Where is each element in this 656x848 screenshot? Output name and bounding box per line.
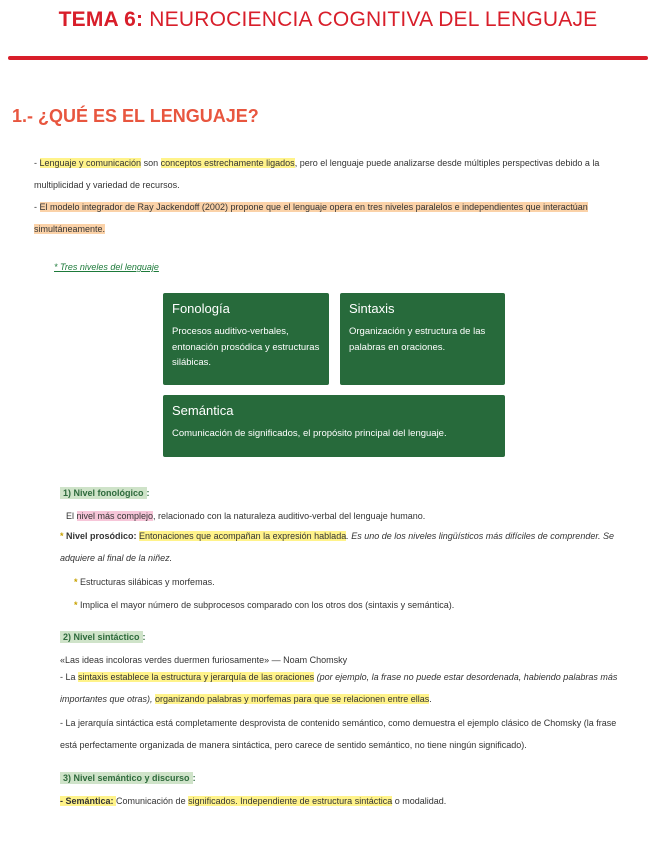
highlight: propone que el lenguaje opera en tres niveles paralelos e independientes que interactúan simultáneamente. <box>34 202 588 234</box>
box-phonology <box>163 293 329 385</box>
levels-link[interactable]: * Tres niveles del lenguaje <box>54 262 159 272</box>
section-heading: 1.- ¿QUÉ ES EL LENGUAJE? <box>12 106 259 126</box>
box-semantics <box>163 395 505 457</box>
box-description: Comunicación de significados, el propósito principal del lenguaje. <box>172 428 447 439</box>
heading-tag: 1) Nivel fonológico <box>60 487 147 499</box>
text: . <box>429 694 432 704</box>
text: son <box>141 158 161 168</box>
highlight: conceptos estrechamente ligados <box>160 158 295 168</box>
text: - La <box>60 672 79 682</box>
highlight: nivel más complejo <box>76 511 154 521</box>
text: Implica el mayor número de subprocesos comparado con los otros dos (sintaxis y semántica). <box>80 600 455 610</box>
text: «Las ideas incoloras verdes duermen furiosamente» — Noam Chomsky <box>60 655 348 665</box>
highlight: sintaxis establece la estructura y jerarquía de las oraciones <box>78 672 315 682</box>
bold-label: - Semántica: <box>60 796 117 806</box>
star-icon: * <box>74 577 78 587</box>
text: - <box>34 158 40 168</box>
box-description: Procesos auditivo-verbales, entonación prosódica y estructuras silábicas. <box>172 326 320 368</box>
highlight: Lenguaje y comunicación <box>39 158 142 168</box>
suffix: : <box>146 488 150 498</box>
level2-quote <box>60 653 347 667</box>
text: , relacionado con la naturaleza auditivo-verbal del lenguaje humano. <box>153 511 426 521</box>
suffix: : <box>192 773 196 783</box>
box-title: Sintaxis <box>349 301 395 316</box>
highlight: significados. Independiente de estructura sintáctica <box>188 796 393 806</box>
box-description: Organización y estructura de las palabras en oraciones. <box>349 326 486 353</box>
intro-paragraph-1 <box>34 152 634 196</box>
text: El <box>66 511 77 521</box>
level1-bullet3 <box>74 598 454 612</box>
box-title: Fonología <box>172 301 230 316</box>
intro-paragraph-2 <box>34 196 634 240</box>
box-syntax <box>340 293 505 385</box>
level2-heading <box>60 632 146 642</box>
level3-line1 <box>60 794 446 808</box>
text: o modalidad. <box>392 796 447 806</box>
highlight: organizando palabras y morfemas para que se relacionen entre ellas <box>155 694 430 704</box>
level3-heading <box>60 773 196 783</box>
title-divider <box>8 56 648 60</box>
bold-label: Nivel prosódico: <box>66 531 140 541</box>
heading-tag: 3) Nivel semántico y discurso <box>60 772 193 784</box>
level2-paragraph1 <box>60 666 630 710</box>
box-title: Semántica <box>172 403 234 418</box>
level1-bullet1 <box>60 525 620 569</box>
text: , pero el lenguaje puede analizarse desde múltiples perspectivas debido a la multiplicidad y variedad de recursos. <box>34 158 600 190</box>
level1-line1 <box>66 509 425 523</box>
highlight: Entonaciones que acompañan la expresión hablada <box>139 531 347 541</box>
text: - La jerarquía sintáctica está completamente desprovista de contenido semántico, como demuestra el ejemplo clásico de Chomsky (la frase está perfectamente organizada de manera sintáctica, pero carece de sentido semántico, no tiene ningún significado). <box>60 718 617 750</box>
text: - <box>34 202 40 212</box>
title-text: NEUROCIENCIA COGNITIVA DEL LENGUAJE <box>143 8 598 31</box>
highlight: El modelo integrador de Ray Jackendoff (2002) <box>39 202 228 212</box>
level1-bullet2 <box>74 575 215 589</box>
text: . Es uno de los niveles lingüísticos más difíciles de comprender. Se adquiere al final de la niñez. <box>60 531 615 563</box>
level1-heading <box>60 488 150 498</box>
title-prefix: TEMA 6: <box>58 8 144 31</box>
star-icon: * <box>74 600 78 610</box>
star-icon: * <box>60 531 64 541</box>
text: Comunicación de <box>116 796 189 806</box>
text: Estructuras silábicas y morfemas. <box>80 577 215 587</box>
text: (por ejemplo, la frase no puede estar desordenada, habiendo palabras más importantes que otras), <box>60 672 618 704</box>
page-title <box>0 8 656 32</box>
heading-tag: 2) Nivel sintáctico <box>60 631 143 643</box>
level2-paragraph2 <box>60 712 630 756</box>
suffix: : <box>142 632 146 642</box>
